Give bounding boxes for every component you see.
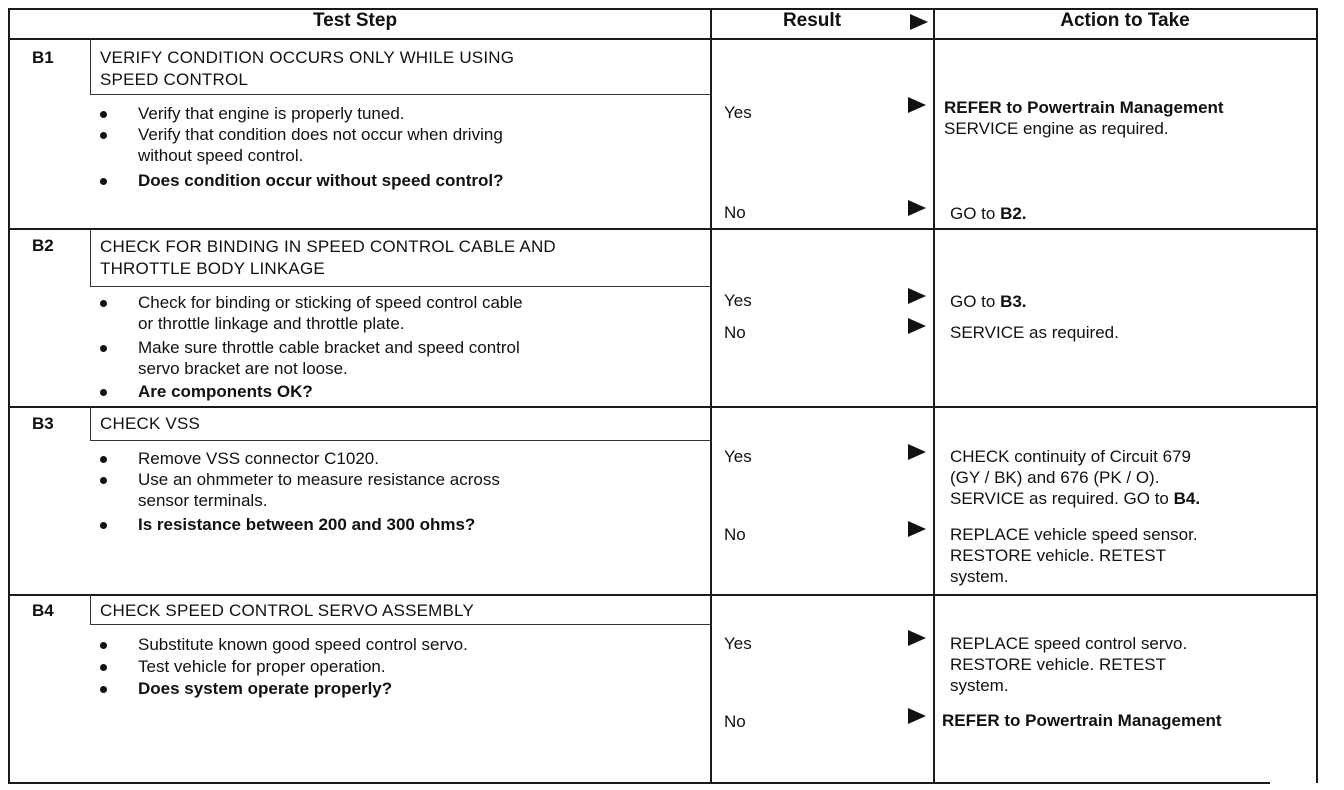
b3-action-yes: CHECK continuity of Circuit 679 (GY / BK) and 676 (PK / O). SERVICE as required. GO to B4.: [950, 447, 1201, 508]
b3-no-arrow-icon: [908, 521, 926, 537]
b4-id-divider: [90, 594, 91, 624]
step-id-b1: B1: [32, 48, 54, 67]
b1-bullet-3: Does condition occur without speed control?: [100, 170, 700, 191]
step-id-b3: B3: [32, 414, 54, 433]
b2-id-divider: [90, 228, 91, 286]
b3-bullet-3: Is resistance between 200 and 300 ohms?: [100, 514, 700, 535]
b4-bullet-3: Does system operate properly?: [100, 678, 700, 699]
step-id-b2: B2: [32, 236, 54, 255]
b3-result-no: No: [724, 525, 746, 544]
bullet-icon: [100, 456, 107, 463]
b4-yes-arrow-icon: [908, 630, 926, 646]
step-title-b2: CHECK FOR BINDING IN SPEED CONTROL CABLE AND THROTTLE BODY LINKAGE: [100, 237, 556, 278]
b4-action-no: REFER to Powertrain Management: [942, 711, 1222, 730]
row-divider-b3: [8, 406, 1318, 408]
b2-title-underline: [90, 286, 710, 287]
bullet-icon: [100, 345, 107, 352]
bullet-icon: [100, 642, 107, 649]
header-arrow-icon: [910, 14, 928, 30]
b1-action-yes: REFER to Powertrain Management SERVICE engine as required.: [944, 98, 1224, 138]
step-title-b4: CHECK SPEED CONTROL SERVO ASSEMBLY: [100, 601, 474, 620]
bullet-icon: [100, 111, 107, 118]
step-title-b1: VERIFY CONDITION OCCURS ONLY WHILE USING SPEED CONTROL: [100, 48, 515, 89]
b2-yes-arrow-icon: [908, 288, 926, 304]
header-result: Result: [782, 10, 842, 31]
b3-bullet-1: Remove VSS connector C1020.: [100, 448, 700, 469]
b3-id-divider: [90, 406, 91, 440]
b1-id-divider: [90, 38, 91, 94]
b3-bullet-2: Use an ohmmeter to measure resistance across sensor terminals.: [100, 469, 700, 511]
b1-result-yes: Yes: [724, 103, 752, 122]
b2-result-yes: Yes: [724, 291, 752, 310]
b2-no-arrow-icon: [908, 318, 926, 334]
table-left-border: [8, 8, 10, 783]
b1-bullet-2: Verify that condition does not occur when driving without speed control.: [100, 124, 700, 166]
header-bottom-border: [8, 38, 1318, 40]
b2-action-no: SERVICE as required.: [950, 323, 1119, 342]
b1-no-arrow-icon: [908, 200, 926, 216]
step-title-b3: CHECK VSS: [100, 414, 201, 433]
b1-action-no: GO to B2.: [950, 204, 1027, 223]
bullet-icon: [100, 132, 107, 139]
b2-bullet-2: Make sure throttle cable bracket and speed control servo bracket are not loose.: [100, 337, 700, 379]
bullet-icon: [100, 178, 107, 185]
b2-bullet-3: Are components OK?: [100, 381, 700, 402]
b2-result-no: No: [724, 323, 746, 342]
step-id-b4: B4: [32, 601, 54, 620]
action-column-divider: [933, 8, 935, 783]
bullet-icon: [100, 300, 107, 307]
b4-title-underline: [90, 624, 710, 625]
b1-bullet-1: Verify that engine is properly tuned.: [100, 103, 700, 124]
bullet-icon: [100, 686, 107, 693]
b4-result-yes: Yes: [724, 634, 752, 653]
result-column-divider: [710, 8, 712, 783]
row-divider-b4: [8, 594, 1318, 596]
b4-no-arrow-icon: [908, 708, 926, 724]
b3-action-no: REPLACE vehicle speed sensor. RESTORE vehicle. RETEST system.: [950, 525, 1198, 586]
bullet-icon: [100, 389, 107, 396]
b3-result-yes: Yes: [724, 447, 752, 466]
b1-yes-arrow-icon: [908, 97, 926, 113]
b4-result-no: No: [724, 712, 746, 731]
bullet-icon: [100, 664, 107, 671]
b4-bullet-2: Test vehicle for proper operation.: [100, 656, 700, 677]
b1-title-underline: [90, 94, 710, 95]
b2-bullet-1: Check for binding or sticking of speed control cable or throttle linkage and throttle plate.: [100, 292, 700, 334]
bullet-icon: [100, 522, 107, 529]
b4-action-yes: REPLACE speed control servo. RESTORE vehicle. RETEST system.: [950, 634, 1188, 695]
row-divider-b2: [8, 228, 1318, 230]
header-test-step: Test Step: [312, 10, 398, 31]
b2-action-yes: GO to B3.: [950, 292, 1027, 311]
b1-result-no: No: [724, 203, 746, 222]
table-right-border: [1316, 8, 1318, 783]
b4-bullet-1: Substitute known good speed control servo.: [100, 634, 700, 655]
b3-yes-arrow-icon: [908, 444, 926, 460]
bullet-icon: [100, 477, 107, 484]
table-bottom-border: [8, 782, 1270, 784]
header-action: Action to Take: [1060, 10, 1190, 31]
b3-title-underline: [90, 440, 710, 441]
